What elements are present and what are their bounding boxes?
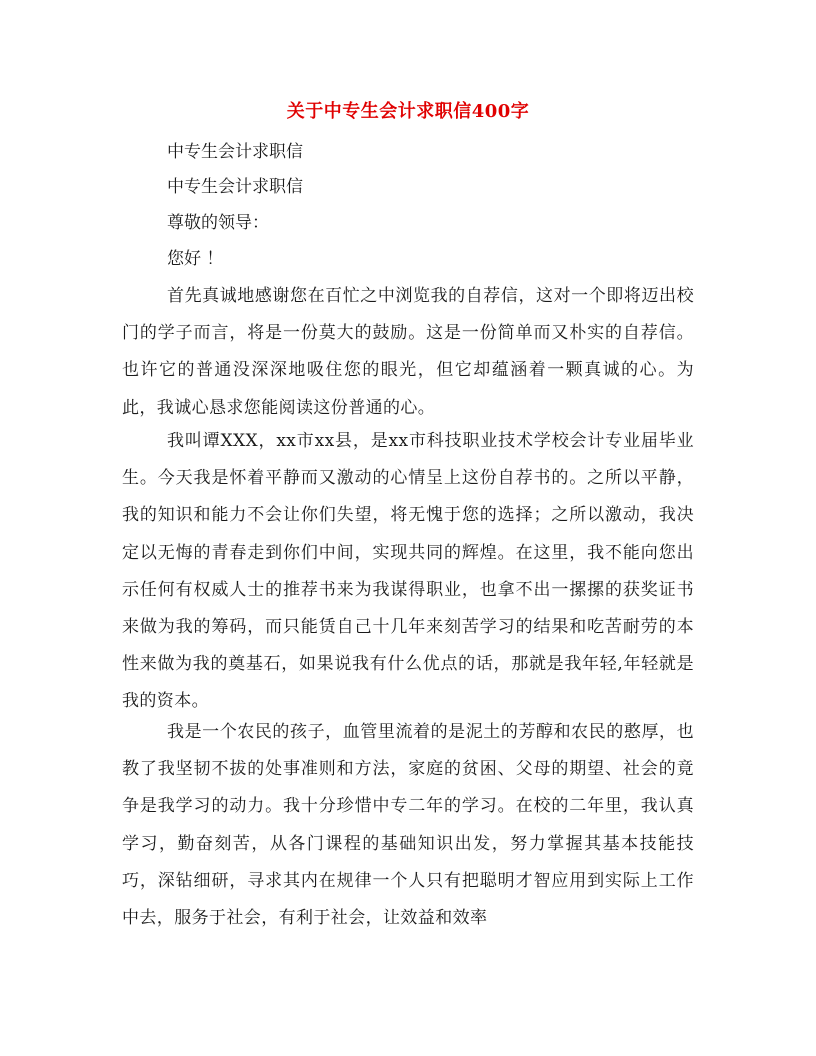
document-title: 关于中专生会计求职信400字 <box>286 101 530 122</box>
heading-line: 中专生会计求职信 <box>167 177 303 197</box>
body-paragraph: 我叫谭XXX，xx市xx县，是xx市科技职业技术学校会计专业届毕业生。今天我是怀着平静而又激动的心情呈上这份自荐书的。之所以平静，我的知识和能力不会让你们失望，将无愧于您的选择；之所以激动，我决定以无悔的青春走到你们中间，实现共同的辉煌。在这里，我不能向您出示任何有权威人士的推荐书来为我谋得职业，也拿不出一摞摞的获奖证书来做为我的筹码，而只能赁自己十几年来刻苦学习的结果和吃苦耐劳的本性来做为我的奠基石，如果说我有什么优点的话，那就是我年轻,年轻就是我的资本。 <box>122 431 694 712</box>
salutation: 尊敬的领导： <box>167 213 269 233</box>
heading-line: 中专生会计求职信 <box>167 142 303 162</box>
body-paragraph: 我是一个农民的孩子，血管里流着的是泥土的芳醇和农民的憨厚，也教了我坚韧不拔的处事准则和方法，家庭的贫困、父母的期望、社会的竟争是我学习的动力。我十分珍惜中专二年的学习。在校的二年里，我认真学习，勤奋刻苦，从各门课程的基础知识出发，努力掌握其基本技能技巧，深钻细研，寻求其内在规律一个人只有把聪明才智应用到实际上工作中去，服务于社会，有利于社会，让效益和效率 <box>122 722 694 929</box>
greeting: 您好 ！ <box>167 249 224 269</box>
body-paragraph: 首先真诚地感谢您在百忙之中浏览我的自荐信，这对一个即将迈出校门的学子而言，将是一份莫大的鼓励。这是一份简单而又朴实的自荐信。也许它的普通没深深地吸住您的眼光，但它却蕴涵着一颗真诚的心。为此，我诚心恳求您能阅读这份普通的心。 <box>122 286 694 418</box>
